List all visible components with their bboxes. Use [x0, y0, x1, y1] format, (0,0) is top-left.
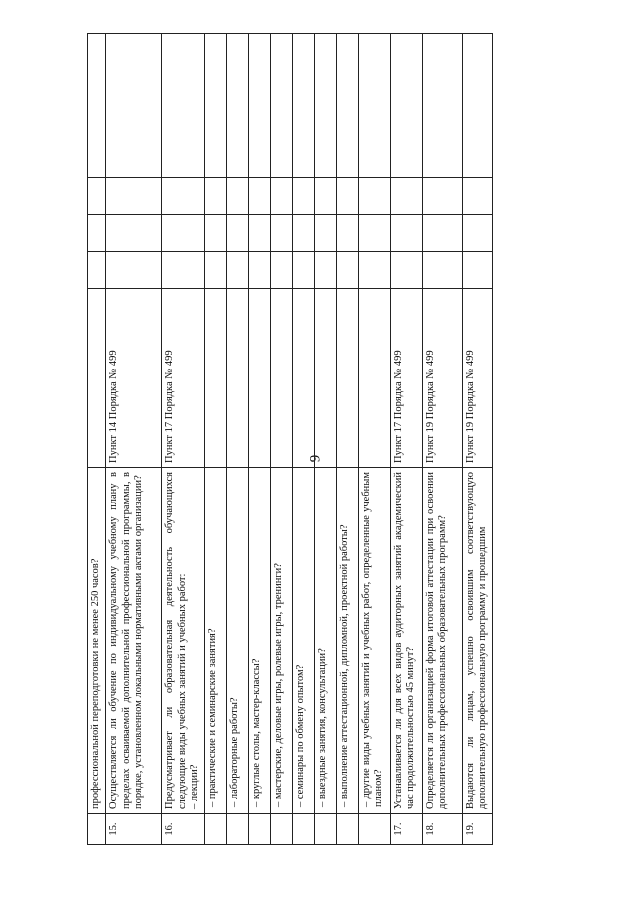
question-cell: профессиональной переподготовки не менее 250 часов? — [88, 468, 106, 814]
answer-yes-cell[interactable] — [226, 252, 248, 289]
norm-reference-cell — [248, 289, 270, 468]
answer-yes-cell[interactable] — [422, 252, 462, 289]
norm-reference-cell — [292, 289, 314, 468]
table-row — [390, 34, 422, 845]
question-cell: – семинары по обмену опытом? — [292, 468, 314, 814]
norm-reference-cell — [88, 289, 106, 468]
comment-cell[interactable] — [358, 34, 390, 178]
answer-na-cell[interactable] — [314, 178, 336, 215]
row-number — [314, 814, 336, 845]
answer-yes-cell[interactable] — [390, 252, 422, 289]
answer-no-cell[interactable] — [248, 215, 270, 252]
table-row — [314, 34, 336, 845]
row-number: 19. — [462, 814, 492, 845]
answer-no-cell[interactable] — [336, 215, 358, 252]
norm-reference-cell — [270, 289, 292, 468]
table-row — [270, 34, 292, 845]
answer-na-cell[interactable] — [270, 178, 292, 215]
table-row — [462, 34, 492, 845]
row-number — [292, 814, 314, 845]
table-row — [162, 34, 205, 845]
question-cell: Устанавливается ли для всех видов аудиторных занятий академический час продолжительностью 45 минут? — [390, 468, 422, 814]
row-number: 16. — [162, 814, 205, 845]
norm-reference-cell: Пункт 19 Порядка № 499 — [422, 289, 462, 468]
norm-reference-cell — [226, 289, 248, 468]
row-number: 17. — [390, 814, 422, 845]
table-row — [204, 34, 226, 845]
row-number — [248, 814, 270, 845]
answer-yes-cell[interactable] — [358, 252, 390, 289]
answer-na-cell[interactable] — [88, 178, 106, 215]
comment-cell[interactable] — [462, 34, 492, 178]
question-cell: – выполнение аттестационной, дипломной, проектной работы? — [336, 468, 358, 814]
answer-yes-cell[interactable] — [106, 252, 162, 289]
answer-no-cell[interactable] — [422, 215, 462, 252]
comment-cell[interactable] — [204, 34, 226, 178]
norm-reference-cell: Пункт 19 Порядка № 499 — [462, 289, 492, 468]
row-number — [358, 814, 390, 845]
question-cell: – круглые столы, мастер-классы? — [248, 468, 270, 814]
table-row — [336, 34, 358, 845]
table-row — [88, 34, 106, 845]
answer-na-cell[interactable] — [358, 178, 390, 215]
page-number: 9 — [307, 454, 324, 463]
norm-reference-cell — [204, 289, 226, 468]
answer-no-cell[interactable] — [462, 215, 492, 252]
answer-no-cell[interactable] — [292, 215, 314, 252]
question-cell: Предусматривает ли образовательная деятельность обучающихся следующие виды учебных занятий и учебных работ: – лекции? — [162, 468, 205, 814]
comment-cell[interactable] — [88, 34, 106, 178]
table-row — [248, 34, 270, 845]
comment-cell[interactable] — [390, 34, 422, 178]
question-cell: – другие виды учебных занятий и учебных работ, определенные учебным планом? — [358, 468, 390, 814]
answer-na-cell[interactable] — [162, 178, 205, 215]
question-cell: – лабораторные работы? — [226, 468, 248, 814]
question-cell: Определяется ли организацией форма итоговой аттестации при освоении дополнительных профессиональных образовательных программ? — [422, 468, 462, 814]
answer-yes-cell[interactable] — [248, 252, 270, 289]
answer-yes-cell[interactable] — [162, 252, 205, 289]
checklist-table — [87, 33, 493, 845]
comment-cell[interactable] — [226, 34, 248, 178]
row-number — [204, 814, 226, 845]
answer-yes-cell[interactable] — [270, 252, 292, 289]
table-row — [292, 34, 314, 845]
norm-reference-cell: Пункт 17 Порядка № 499 — [390, 289, 422, 468]
question-cell: Выдаются ли лицам, успешно освоившим соответствующую дополнительную профессиональную программу и прошедшим — [462, 468, 492, 814]
answer-na-cell[interactable] — [422, 178, 462, 215]
answer-no-cell[interactable] — [204, 215, 226, 252]
table-row — [226, 34, 248, 845]
answer-no-cell[interactable] — [270, 215, 292, 252]
comment-cell[interactable] — [336, 34, 358, 178]
answer-na-cell[interactable] — [462, 178, 492, 215]
comment-cell[interactable] — [422, 34, 462, 178]
comment-cell[interactable] — [106, 34, 162, 178]
answer-no-cell[interactable] — [106, 215, 162, 252]
answer-na-cell[interactable] — [226, 178, 248, 215]
checklist-sheet — [87, 60, 592, 845]
norm-reference-cell — [336, 289, 358, 468]
row-number — [270, 814, 292, 845]
answer-na-cell[interactable] — [390, 178, 422, 215]
answer-no-cell[interactable] — [358, 215, 390, 252]
answer-no-cell[interactable] — [390, 215, 422, 252]
answer-na-cell[interactable] — [248, 178, 270, 215]
question-cell: – мастерские, деловые игры, ролевые игры, тренинги? — [270, 468, 292, 814]
norm-reference-cell — [314, 289, 336, 468]
comment-cell[interactable] — [292, 34, 314, 178]
norm-reference-cell — [358, 289, 390, 468]
answer-yes-cell[interactable] — [314, 252, 336, 289]
comment-cell[interactable] — [248, 34, 270, 178]
row-number: 18. — [422, 814, 462, 845]
answer-no-cell[interactable] — [314, 215, 336, 252]
answer-no-cell[interactable] — [88, 215, 106, 252]
table-row — [358, 34, 390, 845]
answer-no-cell[interactable] — [226, 215, 248, 252]
question-cell: – выездные занятия, консультации? — [314, 468, 336, 814]
table-row — [422, 34, 462, 845]
row-number — [226, 814, 248, 845]
row-number: 15. — [106, 814, 162, 845]
answer-na-cell[interactable] — [204, 178, 226, 215]
answer-yes-cell[interactable] — [204, 252, 226, 289]
row-number — [88, 814, 106, 845]
answer-yes-cell[interactable] — [292, 252, 314, 289]
question-cell: – практические и семинарские занятия? — [204, 468, 226, 814]
answer-na-cell[interactable] — [292, 178, 314, 215]
answer-no-cell[interactable] — [162, 215, 205, 252]
answer-na-cell[interactable] — [106, 178, 162, 215]
comment-cell[interactable] — [162, 34, 205, 178]
answer-na-cell[interactable] — [336, 178, 358, 215]
answer-yes-cell[interactable] — [88, 252, 106, 289]
row-number — [336, 814, 358, 845]
table-row — [106, 34, 162, 845]
norm-reference-cell: Пункт 17 Порядка № 499 — [162, 289, 205, 468]
answer-yes-cell[interactable] — [462, 252, 492, 289]
comment-cell[interactable] — [314, 34, 336, 178]
norm-reference-cell: Пункт 14 Порядка № 499 — [106, 289, 162, 468]
question-cell: Осуществляется ли обучение по индивидуальному учебному плану в пределах осваиваемой дополнительной профессиональной программы, в порядке, установленном локальными нормативными актами организации? — [106, 468, 162, 814]
answer-yes-cell[interactable] — [336, 252, 358, 289]
comment-cell[interactable] — [270, 34, 292, 178]
